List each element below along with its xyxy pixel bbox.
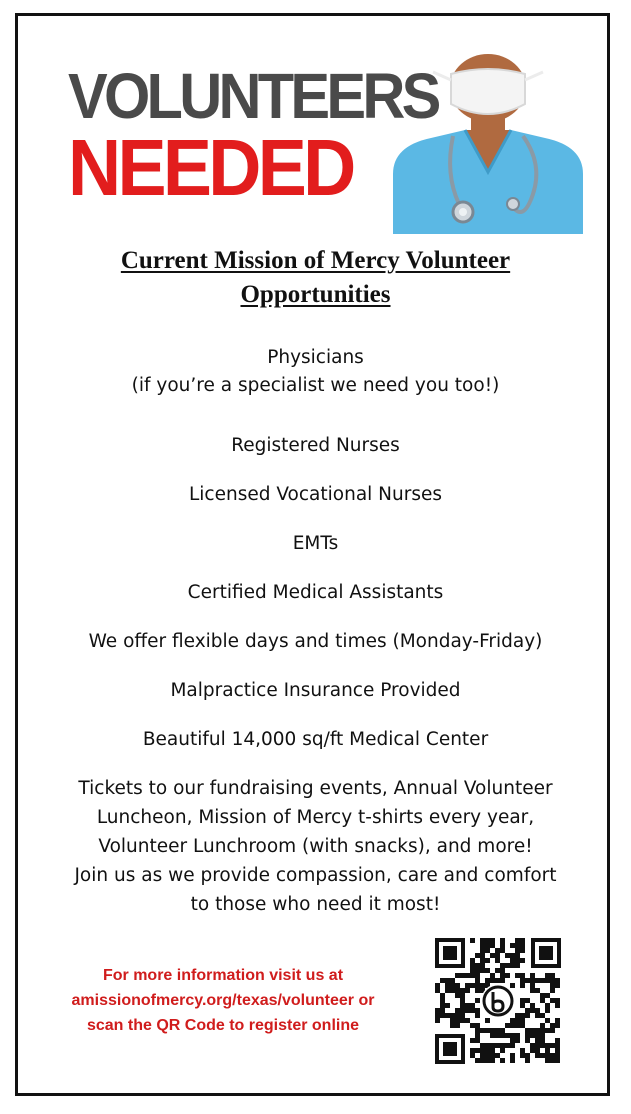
qr-module <box>495 1033 500 1038</box>
qr-module <box>555 1023 560 1028</box>
qr-module <box>460 988 465 993</box>
qr-module <box>485 1043 490 1048</box>
list-item: Licensed Vocational Nurses <box>188 484 443 505</box>
qr-module <box>555 983 560 988</box>
qr-module <box>495 953 500 958</box>
qr-module <box>525 998 530 1003</box>
qr-module <box>475 968 480 973</box>
qr-module <box>515 1018 520 1023</box>
qr-module <box>530 1003 535 1008</box>
benefits-line: Volunteer Lunchroom (with snacks), and more! <box>98 836 533 857</box>
qr-module <box>520 1053 525 1058</box>
qr-module <box>480 968 485 973</box>
qr-module <box>525 1033 530 1038</box>
qr-module <box>485 1018 490 1023</box>
qr-module <box>530 973 535 978</box>
qr-module <box>460 1008 465 1013</box>
qr-module <box>475 1058 480 1063</box>
qr-module <box>505 963 510 968</box>
benefits-line: Tickets to our fundraising events, Annual Volunteer <box>78 778 553 799</box>
qr-module <box>545 993 550 998</box>
qr-module <box>525 1013 530 1018</box>
qr-module <box>455 1023 460 1028</box>
qr-module <box>510 983 515 988</box>
qr-module <box>510 963 515 968</box>
qr-module <box>555 1058 560 1063</box>
qr-module <box>520 978 525 983</box>
qr-module <box>455 973 460 978</box>
qr-module <box>470 958 475 963</box>
qr-module <box>535 988 540 993</box>
qr-module <box>520 1023 525 1028</box>
benefits-line: Luncheon, Mission of Mercy t-shirts every year, <box>96 807 535 828</box>
qr-module <box>520 948 525 953</box>
qr-module <box>460 1018 465 1023</box>
qr-module <box>520 983 525 988</box>
qr-module <box>480 953 485 958</box>
qr-module <box>545 1058 550 1063</box>
qr-module <box>465 973 470 978</box>
qr-module <box>470 963 475 968</box>
qr-module <box>550 1023 555 1028</box>
list-item: Beautiful 14,000 sq/ft Medical Center <box>142 729 489 750</box>
qr-module <box>480 943 485 948</box>
qr-module <box>515 1038 520 1043</box>
qr-module <box>555 1038 560 1043</box>
list-item: Registered Nurses <box>231 435 400 456</box>
qr-module <box>550 998 555 1003</box>
qr-module <box>555 1053 560 1058</box>
qr-module <box>500 943 505 948</box>
qr-module <box>500 1048 505 1053</box>
qr-module <box>515 953 520 958</box>
qr-module <box>480 1053 485 1058</box>
qr-module <box>435 1013 440 1018</box>
qr-module <box>465 1018 470 1023</box>
qr-module <box>535 1028 540 1033</box>
qr-module <box>545 1048 550 1053</box>
qr-module <box>480 983 485 988</box>
qr-module <box>470 1048 475 1053</box>
qr-module <box>490 973 495 978</box>
qr-module <box>515 973 520 978</box>
qr-module <box>485 1058 490 1063</box>
qr-module <box>545 1053 550 1058</box>
qr-module <box>545 1043 550 1048</box>
qr-module <box>470 1038 475 1043</box>
qr-module <box>550 988 555 993</box>
qr-module <box>540 1023 545 1028</box>
qr-module <box>530 1043 535 1048</box>
qr-module <box>480 948 485 953</box>
qr-module <box>500 1028 505 1033</box>
qr-module <box>455 988 460 993</box>
qr-module <box>455 1013 460 1018</box>
qr-module <box>450 988 455 993</box>
qr-module <box>525 1058 530 1063</box>
qr-module <box>480 1048 485 1053</box>
qr-module <box>475 998 480 1003</box>
qr-module <box>495 1028 500 1033</box>
qr-module <box>510 1043 515 1048</box>
qr-module <box>470 938 475 943</box>
qr-module <box>540 1053 545 1058</box>
qr-module <box>510 953 515 958</box>
qr-module <box>515 958 520 963</box>
qr-module <box>465 1008 470 1013</box>
qr-module <box>515 948 520 953</box>
qr-module <box>450 983 455 988</box>
list-item: Certified Medical Assistants <box>187 582 444 603</box>
benefits-paragraph <box>28 774 603 919</box>
qr-module <box>475 953 480 958</box>
qr-module <box>470 1023 475 1028</box>
qr-module <box>435 1008 440 1013</box>
qr-module <box>490 1048 495 1053</box>
flyer <box>15 13 610 1096</box>
qr-module <box>495 948 500 953</box>
qr-module <box>485 1053 490 1058</box>
qr-module <box>530 983 535 988</box>
qr-module <box>545 973 550 978</box>
qr-module <box>435 1018 440 1023</box>
qr-module <box>555 1003 560 1008</box>
qr-module <box>460 1003 465 1008</box>
qr-module <box>555 1018 560 1023</box>
qr-module <box>525 978 530 983</box>
qr-module <box>525 1053 530 1058</box>
headline-volunteers: VOLUNTEERS <box>68 60 438 132</box>
qr-module <box>500 938 505 943</box>
qr-module <box>475 1008 480 1013</box>
qr-module <box>550 978 555 983</box>
qr-module <box>540 1043 545 1048</box>
qr-module <box>515 1013 520 1018</box>
qr-module <box>530 1028 535 1033</box>
qr-module <box>460 1013 465 1018</box>
qr-module <box>485 1028 490 1033</box>
qr-module <box>550 983 555 988</box>
qr-module <box>475 1023 480 1028</box>
qr-module <box>495 1053 500 1058</box>
bitly-logo-icon <box>481 984 515 1018</box>
qr-module <box>520 1003 525 1008</box>
qr-module <box>520 1018 525 1023</box>
qr-module <box>440 993 445 998</box>
qr-module <box>475 983 480 988</box>
list-item: Malpractice Insurance Provided <box>170 680 461 701</box>
qr-module <box>500 968 505 973</box>
qr-module <box>520 1013 525 1018</box>
qr-module <box>475 963 480 968</box>
qr-module <box>440 998 445 1003</box>
qr-module <box>490 1043 495 1048</box>
qr-module <box>480 1058 485 1063</box>
headline-needed: NEEDED <box>68 123 353 212</box>
qr-module <box>505 973 510 978</box>
qr-module <box>455 1018 460 1023</box>
qr-module <box>470 1008 475 1013</box>
qr-module <box>545 1003 550 1008</box>
qr-module <box>535 1043 540 1048</box>
qr-module <box>495 978 500 983</box>
qr-module <box>490 938 495 943</box>
qr-module <box>460 993 465 998</box>
qr-module <box>535 1033 540 1038</box>
qr-module <box>500 1058 505 1063</box>
qr-module <box>545 1008 550 1013</box>
page-title <box>18 244 613 312</box>
qr-module <box>440 1013 445 1018</box>
qr-module <box>540 1013 545 1018</box>
qr-module <box>470 968 475 973</box>
qr-module <box>520 943 525 948</box>
qr-module <box>470 1003 475 1008</box>
qr-module <box>540 1028 545 1033</box>
qr-module <box>450 1023 455 1028</box>
qr-module <box>480 1028 485 1033</box>
qr-module <box>525 1008 530 1013</box>
qr-module <box>540 1033 545 1038</box>
qr-module <box>470 983 475 988</box>
list-item: We offer flexible days and times (Monday-Friday) <box>88 631 543 652</box>
qr-module <box>520 973 525 978</box>
qr-module <box>485 978 490 983</box>
qr-module <box>530 1033 535 1038</box>
qr-module <box>535 978 540 983</box>
qr-module <box>490 978 495 983</box>
qr-module <box>490 1033 495 1038</box>
qr-module <box>445 978 450 983</box>
qr-module <box>545 1028 550 1033</box>
qr-module <box>435 983 440 988</box>
qr-module <box>445 983 450 988</box>
qr-module <box>525 1038 530 1043</box>
qr-module <box>510 958 515 963</box>
qr-module <box>480 938 485 943</box>
qr-module <box>510 1038 515 1043</box>
qr-module <box>520 938 525 943</box>
qr-module <box>515 943 520 948</box>
qr-module <box>465 983 470 988</box>
qr-module <box>485 958 490 963</box>
list-item: Physicians <box>267 347 364 368</box>
qr-module <box>470 973 475 978</box>
qr-module <box>490 1058 495 1063</box>
qr-module <box>475 1033 480 1038</box>
qr-module <box>550 1053 555 1058</box>
benefits-line: to those who need it most! <box>190 894 441 915</box>
qr-module <box>435 988 440 993</box>
info-line-url[interactable]: amissionofmercy.org/texas/volunteer or <box>71 992 375 1009</box>
qr-module <box>535 1008 540 1013</box>
qr-module <box>525 1028 530 1033</box>
qr-module <box>515 938 520 943</box>
masked-doctor-icon <box>393 54 583 234</box>
qr-module <box>540 1038 545 1043</box>
qr-finder-top-right <box>531 938 561 968</box>
qr-module <box>550 1058 555 1063</box>
qr-module <box>445 988 450 993</box>
qr-module <box>495 1043 500 1048</box>
qr-module <box>450 1013 455 1018</box>
qr-module <box>485 943 490 948</box>
qr-module <box>535 1048 540 1053</box>
qr-module <box>510 1018 515 1023</box>
qr-module <box>505 953 510 958</box>
info-line: For more information visit us at <box>102 967 344 984</box>
qr-module <box>475 1013 480 1018</box>
qr-module <box>470 1053 475 1058</box>
qr-module <box>480 958 485 963</box>
qr-module <box>555 998 560 1003</box>
qr-module <box>555 1048 560 1053</box>
qr-module <box>475 1038 480 1043</box>
qr-module <box>455 993 460 998</box>
qr-module <box>515 963 520 968</box>
qr-module <box>555 978 560 983</box>
qr-module <box>455 1008 460 1013</box>
qr-module <box>495 968 500 973</box>
qr-module <box>510 1023 515 1028</box>
qr-module <box>505 1023 510 1028</box>
qr-code-icon[interactable] <box>433 936 563 1066</box>
qr-module <box>540 978 545 983</box>
qr-module <box>500 1033 505 1038</box>
qr-module <box>505 1043 510 1048</box>
qr-module <box>520 958 525 963</box>
qr-module <box>530 988 535 993</box>
qr-module <box>535 1038 540 1043</box>
qr-module <box>510 1058 515 1063</box>
qr-module <box>455 983 460 988</box>
title-line-2: Opportunities <box>240 281 391 308</box>
info-text <box>28 963 418 1038</box>
qr-module <box>530 1048 535 1053</box>
qr-finder-bottom-left <box>435 1034 465 1064</box>
qr-module <box>485 938 490 943</box>
qr-module <box>460 998 465 1003</box>
qr-module <box>490 1053 495 1058</box>
title-line-1: Current Mission of Mercy Volunteer <box>120 247 511 274</box>
qr-module <box>550 1043 555 1048</box>
qr-module <box>465 988 470 993</box>
qr-module <box>540 993 545 998</box>
qr-finder-top-left <box>435 938 465 968</box>
qr-module <box>500 973 505 978</box>
qr-module <box>540 998 545 1003</box>
qr-module <box>495 958 500 963</box>
qr-module <box>520 1048 525 1053</box>
qr-module <box>500 1043 505 1048</box>
qr-module <box>460 973 465 978</box>
qr-module <box>520 998 525 1003</box>
qr-module <box>510 943 515 948</box>
qr-module <box>440 978 445 983</box>
qr-module <box>530 978 535 983</box>
qr-module <box>490 953 495 958</box>
qr-module <box>475 1048 480 1053</box>
qr-module <box>490 943 495 948</box>
qr-module <box>515 1033 520 1038</box>
qr-module <box>500 963 505 968</box>
qr-module <box>550 973 555 978</box>
qr-module <box>550 1028 555 1033</box>
qr-module <box>445 1003 450 1008</box>
qr-module <box>485 948 490 953</box>
list-item: (if you’re a specialist we need you too!) <box>131 375 500 396</box>
qr-module <box>440 1003 445 1008</box>
qr-module <box>500 948 505 953</box>
qr-module <box>535 1013 540 1018</box>
qr-module <box>530 1008 535 1013</box>
qr-module <box>505 1033 510 1038</box>
qr-module <box>510 1033 515 1038</box>
info-line: scan the QR Code to register online <box>86 1017 360 1034</box>
qr-module <box>490 1028 495 1033</box>
qr-module <box>450 1018 455 1023</box>
qr-module <box>545 1018 550 1023</box>
qr-module <box>475 1028 480 1033</box>
benefits-line: Join us as we provide compassion, care and comfort <box>74 865 557 886</box>
qr-module <box>475 988 480 993</box>
qr-module <box>510 1053 515 1058</box>
qr-module <box>535 1053 540 1058</box>
qr-module <box>445 1013 450 1018</box>
list-item: EMTs <box>292 533 339 554</box>
qr-module <box>465 1003 470 1008</box>
qr-module <box>475 973 480 978</box>
qr-module <box>485 1048 490 1053</box>
qr-module <box>440 1008 445 1013</box>
qr-module <box>450 978 455 983</box>
qr-module <box>485 968 490 973</box>
qr-module <box>480 963 485 968</box>
qr-module <box>500 978 505 983</box>
qr-module <box>545 978 550 983</box>
qr-module <box>475 978 480 983</box>
qr-module <box>480 1043 485 1048</box>
qr-module <box>515 1023 520 1028</box>
qr-module <box>555 1043 560 1048</box>
